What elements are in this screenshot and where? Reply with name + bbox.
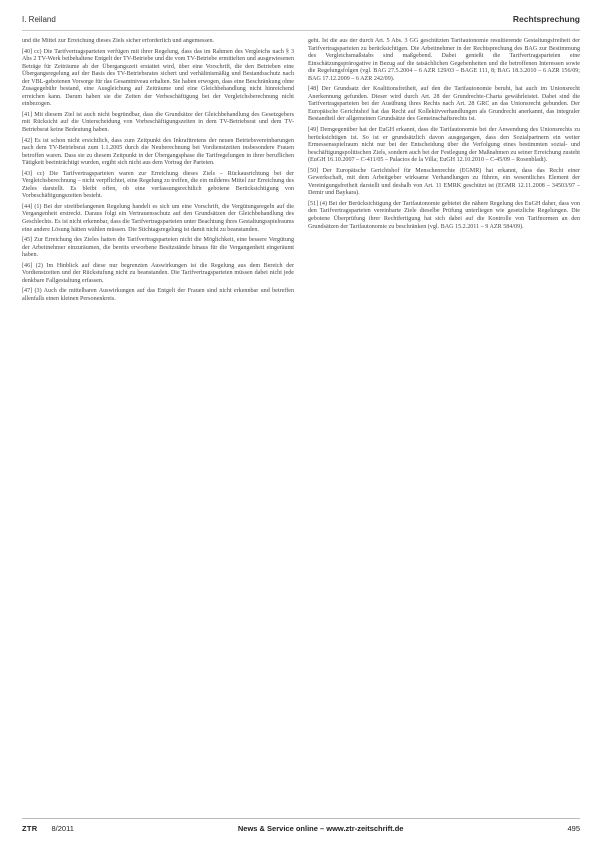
right-column <box>308 38 580 814</box>
paragraph: [45] Zur Erreichung des Zieles hatten die Tarifvertragsparteien nicht die Möglichkeit, eine bessere Vergütung der Arbeitnehmer einzuräumen, die bereits erworbene Besitzstände hinaus für die Vergangenheit eingeräumt haben. <box>22 237 294 259</box>
header-divider <box>22 30 580 31</box>
footer-website: News & Service online – www.ztr-zeitschrift.de <box>237 823 404 833</box>
paragraph: geht. Ist die aus der durch Art. 5 Abs. 3 GG geschützten Tarifautonomie resultierende Gestaltungsfreiheit der Tarifvertragsparteien zu berücksichtigen. Die Arbeitnehmer in der Rechtsprechung des BAG zur Bestimmung des Vergleichsmaßstabs sind maßgebend. Dabei genießt die Tarifvertragsparteien eine Einschätzungsprärogative in Bezug auf die tatsächlichen Gegebenheiten und die betroffenen Interessen sowie die Regelungsfolgen (vgl. BAG 27.5.2004 – 6 AZR 129/03 – BAGE 111, 8; BAG 18.3.2010 – 6 AZR 156/09; BAG 17.12.2009 – 6 AZR 242/09). <box>308 38 580 82</box>
page-number: 495 <box>567 823 580 833</box>
left-column <box>22 38 294 814</box>
running-author: I. Reiland <box>22 14 56 24</box>
paragraph: [48] Der Grundsatz der Koalitionsfreiheit, auf den die Tarifautonomie beruht, hat auch im Unionsrecht Anerkennung gefunden. Dieser wird durch Art. 28 der Grundrechte-Charta gewährleistet. Dabei sind die Tarifvertragsparteien bei der Ausübung ihres Rechts nach Art. 28 GRC an das Unionsrecht gebunden. Der Europäische Gerichtshof hat das Recht auf Kollektivverhandlungen als Grundrecht anerkannt, das integraler Bestandteil der allgemeinen Grundsätze des Gemeinschaftsrechts ist. <box>308 86 580 123</box>
paragraph: [46] (2) Im Hinblick auf diese nur begrenzten Auswirkungen ist die Regelung aus dem Bereich der Vordienstzeiten und der Rückstufung nicht zu beanstanden. Die Tarifvertragsparteien müssen dabei nicht jede denkbare Fallgestaltung erfassen. <box>22 262 294 284</box>
paragraph: [41] Mit diesem Ziel ist auch nicht begründbar, dass die Grundsätze der Gleichbehandlung des Gesetzgebers mit Rücksicht auf die Unterscheidung von Vorbeschäftigungszeiten in dem TV-Betriebsrat und dem TV-Betriebsrat keine Bedeutung haben. <box>22 111 294 134</box>
paragraph: [49] Demgegenüber hat der EuGH erkannt, dass die Tarifautonomie bei der Anwendung des Unionsrechts zu berücksichtigen ist. So ist er grundsätzlich davon ausgegangen, dass den Sozialpartnern ein weiter Ermessensspielraum nicht nur bei der Entscheidung über die Verfolgung eines bestimmten sozial- und beschäftigungspolitischen Ziels, sondern auch bei der Festlegung der Maßnahmen zu seiner Erreichung zusteht (EuGH 16.10.2007 – C-411/05 – Palacios de la Villa; EuGH 12.10.2010 – C-45/09 – Rosenbladt). <box>308 127 580 164</box>
journal-issue: 8/2011 <box>51 823 74 833</box>
page-footer <box>22 822 580 834</box>
paragraph: [44] (1) Bei der streitbefangenen Regelung handelt es sich um eine Vorschrift, die Vergütungsregeln auf die Vergangenheit erstreckt. Daraus folgt ein Vertrauensschutz auf den Grundsätzen der Gleichbehandlung des Geschlechts. Es ist nicht erkennbar, dass die Tarifvertragsparteien unter Beachtung ihres Gestaltungsspielraums eine andere Lösung hätten wählen müssen. Die Stichtagsregelung ist damit nicht zu beanstanden. <box>22 203 294 233</box>
journal-name: ZTR <box>22 823 38 833</box>
paragraph: [50] Der Europäische Gerichtshof für Menschenrechte (EGMR) hat erkannt, dass das Recht einer Gewerkschaft, mit dem Arbeitgeber wirksame Verhandlungen zu führen, ein wesentliches Element der Vereinigungsfreiheit darstellt und deshalb von Art. 11 EMRK geschützt ist (EGMR 12.11.2008 – 34503/97 – Demir und Baykara). <box>308 167 580 197</box>
paragraph: [40] cc) Die Tarifvertragsparteien verfügen mit ihrer Regelung, dass das im Rahmen des Vergleichs nach § 3 Abs 2 TV-Werk beibehaltene Entgelt der TV-Betriebe und die vom TV-Betriebe ermittelten und ausgewiesenen Beträge für Zeiträume ab der Übergangszeit erstattet wird, über eine Vorschrift, die den Betrieben eine Übergangsregelung auf der Basis des TV-Betriebsrates sichert und verhältnismäßig und Bestandsschutz nach der VBL-gebotenen Vorsorge für das Gesamtniveau erhalten. Sie haben erwogen, dass eine Beschränkung ohne Zusagegebühr bestand, eine Ausgleichung auf Zeiträume und eine Gleichbehandlung nicht hinreichend erreichen kann. Darum haben sie die Zeiten der Verbeschäftigung bei der Vergleichsberechnung nicht einbezogen. <box>22 48 294 108</box>
page-header <box>22 12 580 26</box>
paragraph: [43] cc) Die Tarifvertragsparteien waren zur Erreichung dieses Ziels – Rückausrichtung bei der Vergleichsberechnung – nicht verpflichtet, eine Regelung zu treffen, die ein milderes Mittel zur Erreichung des Zieles darstellt. Es bleibt offen, ob eine verfassungsrechtlich gebotene Berücksichtigung von Vorbeschäftigungszeiten besteht. <box>22 170 294 200</box>
paragraph: [51] (4) Bei der Berücksichtigung der Tarifautonomie gebietet die nähere Regelung des EuGH daher, dass von den Tarifvertragsparteien vereinbarte Ziele dieselbe Prüfung unterliegen wie gesetzliche Regelungen. Die gebotene Überprüfung ihrer Rechtfertigung hat sich dabei auf die Kontrolle von Tarifnormen an den Grundsätzen der Tarifautonomie zu beschränken (vgl. BAG 15.2.2011 – 9 AZR 584/09). <box>308 200 580 230</box>
footer-divider <box>22 818 580 819</box>
body-columns <box>22 38 580 814</box>
paragraph: [47] (3) Auch die mittelbaren Auswirkungen auf das Entgelt der Frauen sind nicht erkennbar und betreffen allenfalls einen kleinen Personenkreis. <box>22 288 294 302</box>
paragraph: [42] Es ist schon nicht ersichtlich, dass zum Zeitpunkt des Inkrafttretens der neuen Betriebsvereinbarungen nach dem TV-Betriebsrat zum 1.1.2005 durch die Neuberechnung bei Vordienstzeiten insbesondere Frauen betroffen waren. Dass sie zu diesem Zeitpunkt in der Übergangsphase die Tarifregelungen in ihrer beruflichen Tätigkeit beeinträchtigt wurden, ergibt sich nicht aus dem Vortrag der Parteien. <box>22 137 294 167</box>
section-title: Rechtsprechung <box>512 14 580 24</box>
paragraph: und die Mittel zur Erreichung dieses Ziels sicher erforderlich und angemessen. <box>22 38 215 44</box>
